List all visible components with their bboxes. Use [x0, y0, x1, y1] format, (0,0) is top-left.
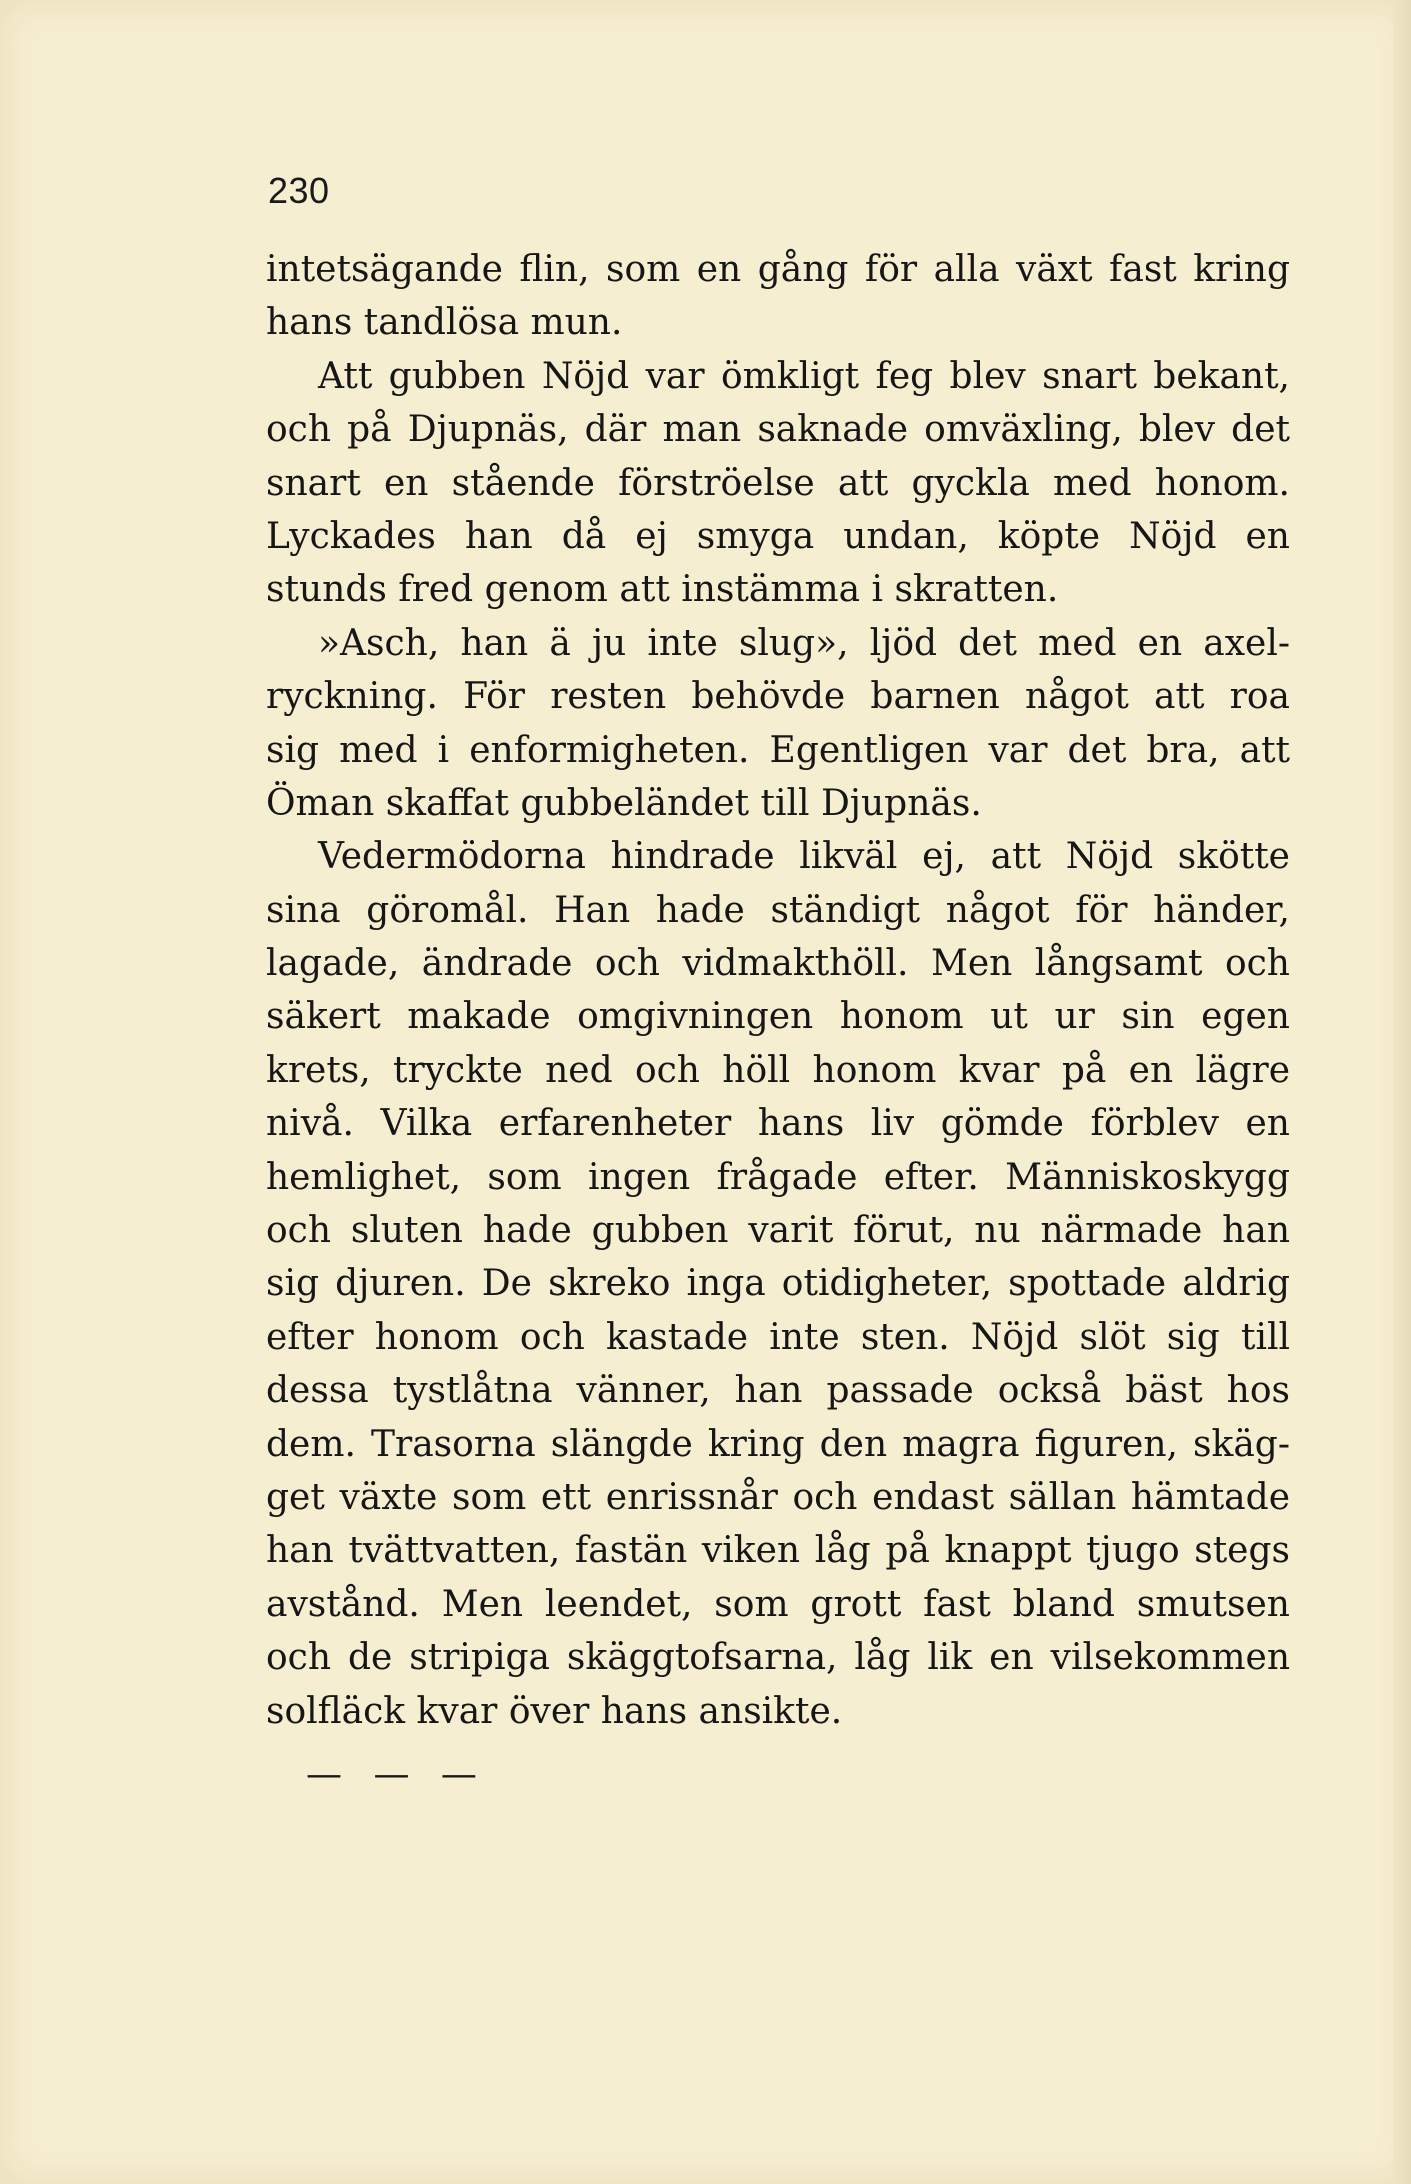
text-line: stunds fred genom att instämma i skratten.: [266, 569, 1059, 611]
section-end-mark: — — —: [306, 1754, 487, 1795]
text-line: han tvättvatten, fastän viken låg på knappt tjugo stegs: [266, 1530, 1290, 1572]
text-line: sig djuren. De skreko inga otidigheter, spottade aldrig: [266, 1263, 1290, 1305]
body-text: [266, 243, 1290, 1738]
text-line: »Asch, han ä ju inte slug», ljöd det med en axel-: [318, 622, 1290, 664]
text-line: ryckning. För resten behövde barnen något att roa: [266, 676, 1290, 718]
text-line: Öman skaffat gubbeländet till Djupnäs.: [266, 782, 982, 824]
text-line: hemlighet, som ingen frågade efter. Människoskygg: [266, 1156, 1290, 1198]
text-line: get växte som ett enrissnår och endast sällan hämtade: [266, 1476, 1290, 1518]
text-line: nivå. Vilka erfarenheter hans liv gömde förblev en: [266, 1103, 1290, 1145]
text-line: Vedermödorna hindrade likväl ej, att Nöjd skötte: [318, 836, 1290, 878]
text-line: lagade, ändrade och vidmakthöll. Men långsamt och: [266, 943, 1290, 985]
text-line: krets, tryckte ned och höll honom kvar på en lägre: [266, 1049, 1290, 1091]
text-line: efter honom och kastade inte sten. Nöjd slöt sig till: [266, 1316, 1290, 1358]
text-line: Att gubben Nöjd var ömkligt feg blev snart bekant,: [318, 355, 1290, 397]
text-line: dessa tystlåtna vänner, han passade också bäst hos: [266, 1370, 1290, 1412]
text-line: sig med i enformigheten. Egentligen var det bra, att: [266, 729, 1290, 771]
text-line: dem. Trasorna slängde kring den magra figuren, skäg-: [266, 1423, 1290, 1465]
page-edge: [1393, 0, 1411, 2184]
text-line: solfläck kvar över hans ansikte.: [266, 1690, 843, 1732]
text-line: och de stripiga skäggtofsarna, låg lik en vilsekommen: [266, 1637, 1290, 1679]
text-line: Lyckades han då ej smyga undan, köpte Nöjd en: [266, 515, 1290, 557]
text-line: snart en stående förströelse att gyckla med honom.: [266, 462, 1290, 504]
text-line: och sluten hade gubben varit förut, nu närmade han: [266, 1210, 1290, 1252]
text-line: intetsägande flin, som en gång för alla växt fast kring: [266, 249, 1290, 290]
text-line: avstånd. Men leendet, som grott fast bland smutsen: [266, 1583, 1290, 1625]
text-line: och på Djupnäs, där man saknade omväxling, blev det: [266, 409, 1290, 451]
text-line: hans tandlösa mun.: [266, 302, 623, 344]
text-line: sina göromål. Han hade ständigt något för händer,: [266, 889, 1290, 931]
text-line: säkert makade omgivningen honom ut ur sin egen: [266, 996, 1290, 1038]
page-number: 230: [268, 170, 330, 211]
